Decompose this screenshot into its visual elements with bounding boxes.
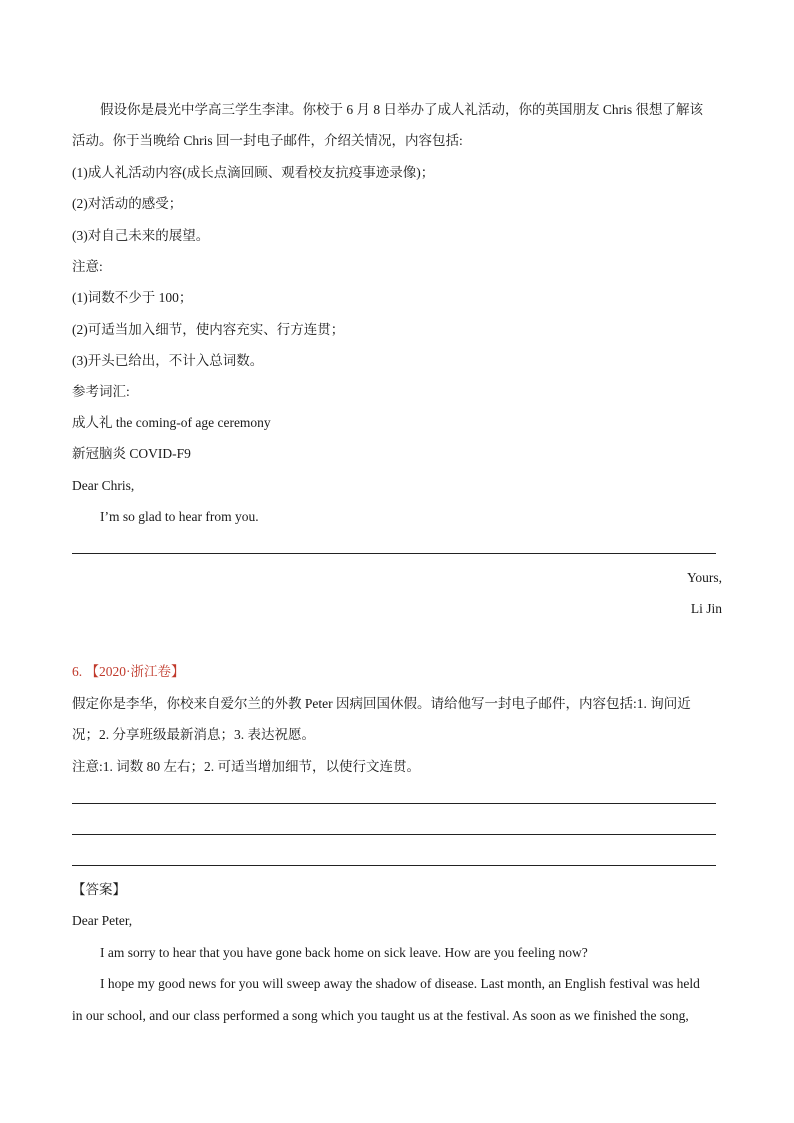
letter-opening: I’m so glad to hear from you.	[100, 509, 259, 524]
answer-paragraph-1: I am sorry to hear that you have gone back home on sick leave. How are you feeling now?	[100, 945, 588, 960]
prompt-paragraph-line-2: 活动。你于当晚给 Chris 回一封电子邮件，介绍关情况，内容包括:	[72, 133, 463, 148]
vocab-item-2: 新冠脑炎 COVID-F9	[72, 446, 191, 461]
writing-line	[72, 834, 716, 835]
letter-salutation: Dear Chris,	[72, 478, 135, 493]
writing-line	[72, 553, 716, 554]
question-6-line-2: 况；2. 分享班级最新消息；3. 表达祝愿。	[72, 727, 315, 742]
writing-line	[72, 865, 716, 866]
prompt-paragraph-line-1: 假设你是晨光中学高三学生李津。你校于 6 月 8 日举办了成人礼活动，你的英国朋友 Chris 很想了解该	[100, 102, 704, 117]
answer-salutation: Dear Peter,	[72, 913, 133, 928]
answer-paragraph-2-line-2: in our school, and our class performed a song which you taught us at the festival. As soon as we finished the song,	[72, 1008, 689, 1023]
writing-line	[72, 803, 716, 804]
prompt-item-3: (3)对自己未来的展望。	[72, 228, 210, 243]
question-6-line-1: 假定你是李华，你校来自爱尔兰的外教 Peter 因病回国休假。请给他写一封电子邮件，内容包括:1. 询问近	[72, 696, 691, 711]
note-1: (1)词数不少于 100；	[72, 290, 193, 305]
answer-paragraph-2-line-1: I hope my good news for you will sweep away the shadow of disease. Last month, an English festival was held	[100, 976, 700, 991]
letter-signature: Li Jin	[690, 601, 722, 616]
prompt-item-2: (2)对活动的感受；	[72, 196, 183, 211]
vocab-title: 参考词汇:	[72, 384, 130, 399]
note-2: (2)可适当加入细节，使内容充实、行方连贯；	[72, 322, 345, 337]
notes-title: 注意:	[72, 259, 103, 274]
answer-label: 【答案】	[72, 882, 126, 897]
question-6-label: 6. 【2020·浙江卷】	[72, 664, 185, 679]
vocab-item-1: 成人礼 the coming-of age ceremony	[72, 415, 271, 430]
question-6-note: 注意:1. 词数 80 左右；2. 可适当增加细节，以使行文连贯。	[72, 759, 421, 774]
note-3: (3)开头已给出，不计入总词数。	[72, 353, 264, 368]
prompt-item-1: (1)成人礼活动内容(成长点滴回顾、观看校友抗疫事迹录像)；	[72, 165, 435, 180]
letter-closing: Yours,	[686, 570, 722, 585]
